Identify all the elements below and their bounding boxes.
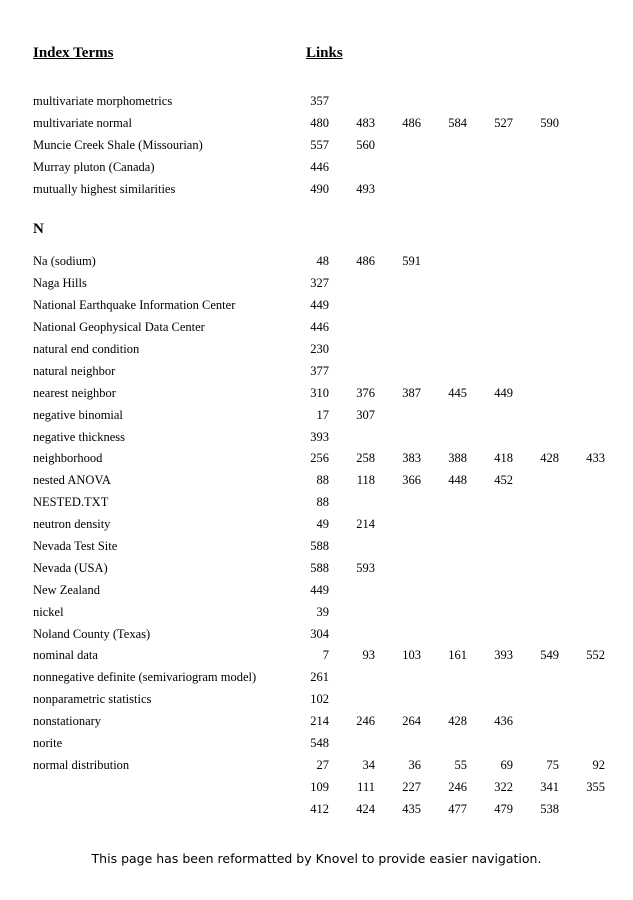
index-entry [33,514,613,536]
link-list [283,295,329,317]
index-term: nested ANOVA [33,473,111,488]
page-link[interactable]: 103 [402,648,421,663]
link-list [283,536,329,558]
page-link[interactable]: 111 [357,779,375,794]
page-link[interactable]: 307 [356,407,375,422]
index-entry [33,733,613,755]
page-link[interactable]: 118 [356,473,375,488]
link-list [283,689,329,711]
page-link[interactable]: 55 [454,757,467,772]
index-term: multivariate morphometrics [33,94,173,108]
page-link[interactable]: 36 [408,757,421,772]
link-list [283,645,605,667]
page-link[interactable]: 483 [356,115,375,130]
link-list [283,135,375,157]
page-link[interactable]: 449 [310,582,329,597]
index-entry [33,91,613,113]
page-link[interactable]: 161 [448,648,467,663]
link-list [283,427,329,449]
page-link[interactable]: 377 [310,363,329,378]
index-term: nearest neighbor [33,385,116,400]
page-link[interactable]: 357 [310,94,329,108]
index-term: multivariate normal [33,115,132,130]
page-link[interactable]: 256 [310,451,329,466]
link-list [283,470,513,492]
link-list [283,777,605,799]
page-link[interactable]: 560 [356,137,375,152]
page-link[interactable]: 227 [402,779,421,794]
page-link[interactable]: 490 [310,181,329,196]
page-link[interactable]: 435 [402,801,421,816]
page-link[interactable]: 34 [362,757,375,772]
page-link[interactable]: 477 [448,801,467,816]
link-list [283,799,559,821]
link-list [283,179,375,201]
link-list [283,602,329,624]
link-list [283,514,375,536]
page-link[interactable]: 527 [494,115,513,130]
index-term: nickel [33,604,64,619]
index-term: negative binomial [33,407,123,422]
page-link[interactable]: 493 [356,181,375,196]
index-entry [33,251,613,273]
index-term: neutron density [33,517,111,532]
page-link[interactable]: 366 [402,473,421,488]
index-entry [33,179,613,201]
links-heading: Links [306,45,343,61]
page-link[interactable]: 261 [310,670,329,685]
index-entry [33,427,613,449]
index-entry [33,558,613,580]
page-link[interactable]: 383 [402,451,421,466]
page-link[interactable]: 388 [448,451,467,466]
index-term: Naga Hills [33,276,87,291]
link-list [283,251,421,273]
page-link[interactable]: 486 [356,254,375,269]
link-list [283,339,329,361]
index-term: Nevada (USA) [33,560,108,575]
link-list [283,361,329,383]
link-list [283,91,329,113]
link-list [283,733,329,755]
page-link[interactable]: 39 [316,604,329,619]
index-entry [33,645,613,667]
page-link[interactable]: 355 [586,779,605,794]
index-entry [33,492,613,514]
page-link[interactable]: 552 [586,648,605,663]
index-entry [33,339,613,361]
page-link[interactable]: 27 [316,757,329,772]
page-link[interactable]: 428 [540,451,559,466]
page-link[interactable]: 428 [448,714,467,729]
page-link[interactable]: 322 [494,779,513,794]
index-term: Nevada Test Site [33,539,118,554]
index-entry [33,361,613,383]
page-link[interactable]: 258 [356,451,375,466]
page-link[interactable]: 264 [402,714,421,729]
footer-note: This page has been reformatted by Knovel to provide easier navigation. [91,851,542,866]
page-link[interactable]: 49 [316,517,329,532]
page-link[interactable]: 412 [310,801,329,816]
index-term: negative thickness [33,429,125,444]
link-list [283,667,329,689]
page-link[interactable]: 445 [448,385,467,400]
link-list [283,405,375,427]
page-link[interactable]: 246 [448,779,467,794]
page-link[interactable]: 69 [500,757,513,772]
page-link[interactable]: 588 [310,539,329,554]
page-link[interactable]: 393 [494,648,513,663]
page-link[interactable]: 480 [310,115,329,130]
index-entry [33,777,613,799]
page-link[interactable]: 246 [356,714,375,729]
page-link[interactable]: 448 [448,473,467,488]
index-term: mutually highest similarities [33,181,176,196]
index-entry [33,273,613,295]
page-link[interactable]: 393 [310,429,329,444]
index-entry [33,536,613,558]
link-list [283,113,559,135]
link-list [283,157,329,179]
link-list [283,711,513,733]
page-link[interactable]: 418 [494,451,513,466]
index-term: National Earthquake Information Center [33,298,236,313]
link-list [283,755,605,777]
index-term: natural end condition [33,342,140,357]
link-list [283,492,329,514]
index-entry [33,317,613,339]
index-term: Na (sodium) [33,254,96,269]
page-link[interactable]: 109 [310,779,329,794]
index-list [33,91,613,821]
index-term: New Zealand [33,582,100,597]
page-link[interactable]: 214 [310,714,329,729]
page-link[interactable]: 102 [310,692,329,707]
index-entry [33,113,613,135]
page-link[interactable]: 93 [362,648,375,663]
page-link[interactable]: 92 [592,757,605,772]
page-link[interactable]: 557 [310,137,329,152]
page-link[interactable]: 593 [356,560,375,575]
page-link[interactable]: 327 [310,276,329,291]
page-link[interactable]: 75 [546,757,559,772]
page-link[interactable]: 7 [322,648,329,663]
page-link[interactable]: 452 [494,473,513,488]
index-term: neighborhood [33,451,103,466]
page-link[interactable]: 446 [310,159,329,174]
index-term: nominal data [33,648,98,663]
link-list [283,580,329,602]
link-list [283,317,329,339]
page-link[interactable]: 304 [310,626,329,641]
index-entry [33,383,613,405]
index-entry [33,295,613,317]
page-link[interactable]: 538 [540,801,559,816]
page-link[interactable]: 591 [402,254,421,269]
index-term: nonparametric statistics [33,692,152,707]
index-term: Muncie Creek Shale (Missourian) [33,137,203,152]
page-link[interactable]: 341 [540,779,559,794]
page-link[interactable]: 590 [540,115,559,130]
link-list [283,624,329,646]
page-link[interactable]: 214 [356,517,375,532]
page-link[interactable]: 48 [316,254,329,269]
page-link[interactable]: 17 [316,407,329,422]
index-entry [33,448,613,470]
index-entry [33,689,613,711]
index-term: National Geophysical Data Center [33,320,205,335]
index-entry [33,755,613,777]
section-letter: N [33,221,44,238]
link-list [283,383,513,405]
page-link[interactable]: 88 [316,495,329,510]
index-term: nonstationary [33,714,102,729]
index-entry [33,405,613,427]
index-term: nonnegative definite (semivariogram model) [33,670,257,685]
index-entry [33,602,613,624]
index-term: normal distribution [33,757,130,772]
index-entry [33,711,613,733]
page-link[interactable]: 549 [540,648,559,663]
index-terms-heading: Index Terms [33,45,114,61]
index-entry [33,135,613,157]
page-link[interactable]: 449 [310,298,329,313]
link-list [283,448,605,470]
page-link[interactable]: 436 [494,714,513,729]
link-list [283,558,375,580]
index-term: Noland County (Texas) [33,626,151,641]
page-link[interactable]: 376 [356,385,375,400]
index-term: norite [33,736,63,751]
page-link[interactable]: 424 [356,801,375,816]
page-link[interactable]: 88 [316,473,329,488]
page-link[interactable]: 588 [310,560,329,575]
page-link[interactable]: 486 [402,115,421,130]
page-link[interactable]: 449 [494,385,513,400]
index-entry [33,470,613,492]
index-entry [33,157,613,179]
index-entry [33,799,613,821]
index-term: NESTED.TXT [33,495,109,510]
index-entry [33,624,613,646]
index-entry [33,667,613,689]
page-link[interactable]: 548 [310,736,329,751]
index-term: natural neighbor [33,363,116,378]
index-term: Murray pluton (Canada) [33,159,155,174]
index-entry [33,580,613,602]
page-link[interactable]: 433 [586,451,605,466]
page-link[interactable]: 387 [402,385,421,400]
page-link[interactable]: 230 [310,342,329,357]
page-link[interactable]: 446 [310,320,329,335]
page-link[interactable]: 310 [310,385,329,400]
link-list [283,273,329,295]
page-link[interactable]: 584 [448,115,467,130]
page-link[interactable]: 479 [494,801,513,816]
